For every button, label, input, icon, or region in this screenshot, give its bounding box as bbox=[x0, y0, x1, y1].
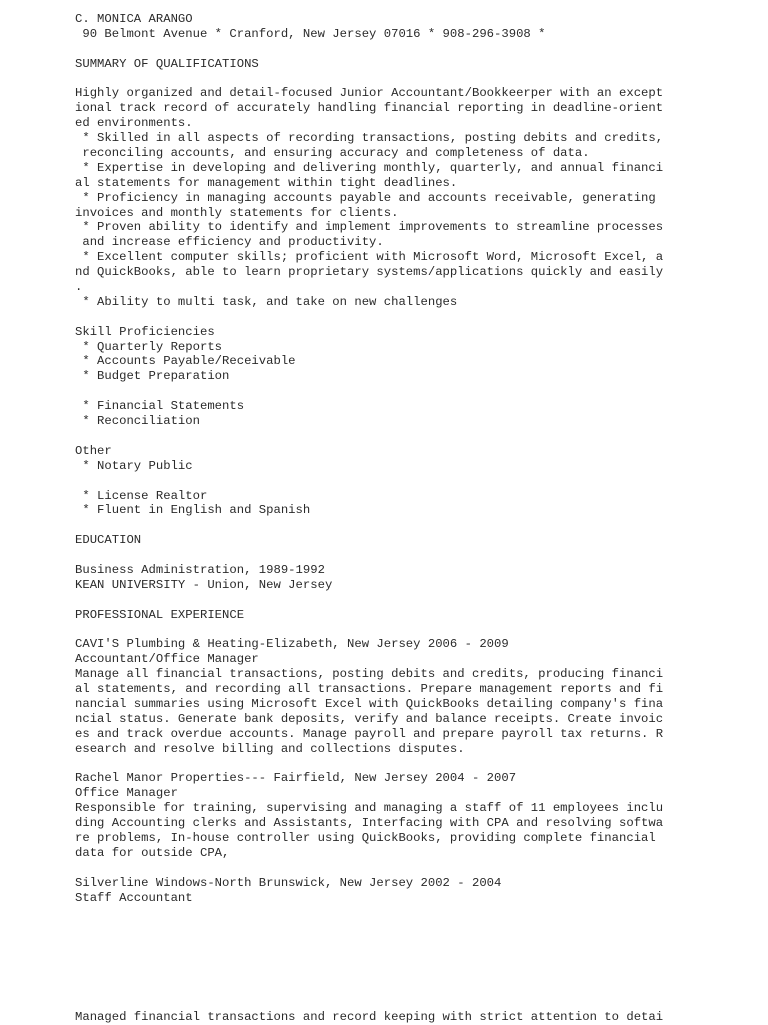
text-line: SUMMARY OF QUALIFICATIONS bbox=[75, 56, 259, 71]
text-line: Rachel Manor Properties--- Fairfield, New Jersey 2004 - 2007 bbox=[75, 771, 517, 786]
text-line: KEAN UNIVERSITY - Union, New Jersey bbox=[75, 577, 333, 592]
text-line: * Fluent in English and Spanish bbox=[75, 503, 311, 518]
text-line: * Expertise in developing and delivering monthly, quarterly, and annual financi bbox=[75, 160, 664, 175]
text-line: Responsible for training, supervising and managing a staff of 11 employees inclu bbox=[75, 801, 664, 816]
text-line: Staff Accountant bbox=[75, 890, 193, 905]
text-line: EDUCATION bbox=[75, 533, 142, 548]
text-line: * Proficiency in managing accounts payable and accounts receivable, generating bbox=[75, 190, 656, 205]
text-line: Managed financial transactions and record keeping with strict attention to detai bbox=[75, 1009, 664, 1024]
text-line: CAVI'S Plumbing & Heating-Elizabeth, New Jersey 2006 - 2009 bbox=[75, 637, 509, 652]
text-line: esearch and resolve billing and collections disputes. bbox=[75, 741, 465, 756]
text-line: * Reconciliation bbox=[75, 414, 200, 429]
text-line bbox=[75, 384, 695, 399]
text-line bbox=[75, 905, 695, 920]
text-line: * Quarterly Reports bbox=[75, 339, 223, 354]
text-line: Skill Proficiencies bbox=[75, 324, 215, 339]
text-line bbox=[75, 995, 695, 1010]
text-line bbox=[75, 950, 695, 965]
text-line: es and track overdue accounts. Manage payroll and prepare payroll tax returns. R bbox=[75, 726, 664, 741]
text-line: Manage all financial transactions, posting debits and credits, producing financi bbox=[75, 667, 664, 682]
text-line: Office Manager bbox=[75, 786, 178, 801]
text-line: * Proven ability to identify and implement improvements to streamline processes bbox=[75, 220, 664, 235]
text-line bbox=[75, 518, 695, 533]
text-line: ding Accounting clerks and Assistants, Interfacing with CPA and resolving softwa bbox=[75, 816, 664, 831]
text-line: * Budget Preparation bbox=[75, 369, 230, 384]
text-line: reconciling accounts, and ensuring accuracy and completeness of data. bbox=[75, 146, 590, 161]
text-line bbox=[75, 623, 695, 638]
text-line: * Notary Public bbox=[75, 458, 193, 473]
text-line: nd QuickBooks, able to learn proprietary systems/applications quickly and easily bbox=[75, 265, 664, 280]
text-line bbox=[75, 965, 695, 980]
text-line: ional track record of accurately handling financial reporting in deadline-orient bbox=[75, 101, 664, 116]
text-line bbox=[75, 593, 695, 608]
text-line bbox=[75, 757, 695, 772]
text-line: Other bbox=[75, 443, 112, 458]
text-line: Business Administration, 1989-1992 bbox=[75, 562, 325, 577]
text-line: al statements for management within tight deadlines. bbox=[75, 175, 458, 190]
text-line: * Financial Statements bbox=[75, 399, 245, 414]
text-line: * Accounts Payable/Receivable bbox=[75, 354, 296, 369]
text-line: Accountant/Office Manager bbox=[75, 652, 259, 667]
text-line: nancial summaries using Microsoft Excel with QuickBooks detailing company's fina bbox=[75, 696, 664, 711]
text-line bbox=[75, 861, 695, 876]
text-line: invoices and monthly statements for clients. bbox=[75, 205, 399, 220]
text-line: data for outside CPA, bbox=[75, 845, 230, 860]
text-line bbox=[75, 72, 695, 87]
text-line: * Excellent computer skills; proficient with Microsoft Word, Microsoft Excel, a bbox=[75, 250, 664, 265]
text-line: * License Realtor bbox=[75, 488, 208, 503]
text-line bbox=[75, 310, 695, 325]
text-line: C. MONICA ARANGO bbox=[75, 12, 193, 26]
text-line: ncial status. Generate bank deposits, verify and balance receipts. Create invoic bbox=[75, 711, 664, 726]
text-line bbox=[75, 980, 695, 995]
text-line bbox=[75, 935, 695, 950]
resume-document bbox=[75, 12, 695, 1025]
text-line bbox=[75, 429, 695, 444]
text-line bbox=[75, 474, 695, 489]
text-line: al statements, and recording all transactions. Prepare management reports and fi bbox=[75, 682, 664, 697]
text-line: Highly organized and detail-focused Junior Accountant/Bookkeerper with an except bbox=[75, 86, 664, 101]
text-line bbox=[75, 42, 695, 57]
text-line bbox=[75, 920, 695, 935]
text-line: PROFESSIONAL EXPERIENCE bbox=[75, 607, 245, 622]
text-line: re problems, In-house controller using QuickBooks, providing complete financial bbox=[75, 830, 656, 845]
text-line: ed environments. bbox=[75, 116, 193, 131]
text-line: and increase efficiency and productivity. bbox=[75, 235, 384, 250]
text-line: * Ability to multi task, and take on new challenges bbox=[75, 294, 458, 309]
text-line: . bbox=[75, 280, 83, 295]
text-line bbox=[75, 548, 695, 563]
text-line: 90 Belmont Avenue * Cranford, New Jersey 07016 * 908-296-3908 * bbox=[75, 26, 546, 41]
text-line: * Skilled in all aspects of recording transactions, posting debits and credits, bbox=[75, 131, 664, 146]
text-line: Silverline Windows-North Brunswick, New Jersey 2002 - 2004 bbox=[75, 875, 502, 890]
